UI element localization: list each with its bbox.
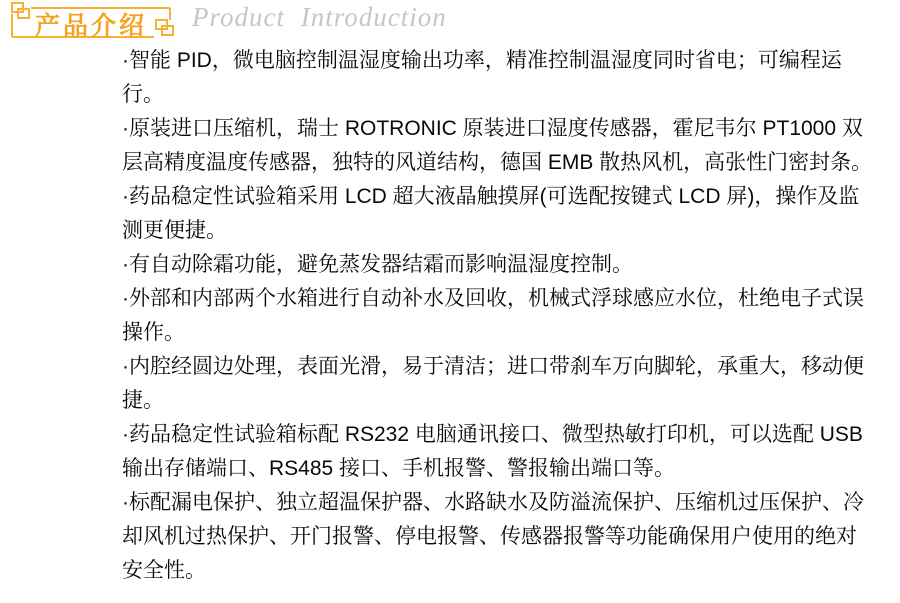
feature-item: ·药品稳定性试验箱采用 LCD 超大液晶触摸屏(可选配按键式 LCD 屏)，操作及监测更便捷。 bbox=[122, 185, 860, 242]
title-badge bbox=[4, 0, 186, 46]
feature-item: ·外部和内部两个水箱进行自动补水及回收，机械式浮球感应水位，杜绝电子式误操作。 bbox=[122, 287, 864, 344]
feature-list bbox=[122, 44, 874, 588]
feature-item: ·原装进口压缩机，瑞士 ROTRONIC 原装进口湿度传感器，霍尼韦尔 PT1000 双层高精度温度传感器，独特的风道结构，德国 EMB 散热风机，高张性门密封条。 bbox=[122, 117, 873, 174]
feature-item: ·药品稳定性试验箱标配 RS232 电脑通讯接口、微型热敏打印机，可以选配 USB 输出存储端口、RS485 接口、手机报警、警报输出端口等。 bbox=[122, 423, 863, 480]
feature-item: ·标配漏电保护、独立超温保护器、水路缺水及防溢流保护、压缩机过压保护、冷却风机过热保护、开门报警、停电报警、传感器报警等功能确保用户使用的绝对安全性。 bbox=[122, 491, 864, 582]
page-title: 产品介绍 bbox=[34, 12, 147, 40]
page-subtitle: Product Introduction bbox=[192, 2, 447, 32]
feature-item: ·有自动除霜功能，避免蒸发器结霜而影响温湿度控制。 bbox=[122, 253, 633, 276]
feature-item: ·智能 PID，微电脑控制温湿度输出功率，精准控制温湿度同时省电；可编程运行。 bbox=[122, 49, 842, 106]
feature-item: ·内腔经圆边处理，表面光滑，易于清洁；进口带刹车万向脚轮，承重大，移动便捷。 bbox=[122, 355, 864, 412]
section-header bbox=[0, 0, 900, 46]
